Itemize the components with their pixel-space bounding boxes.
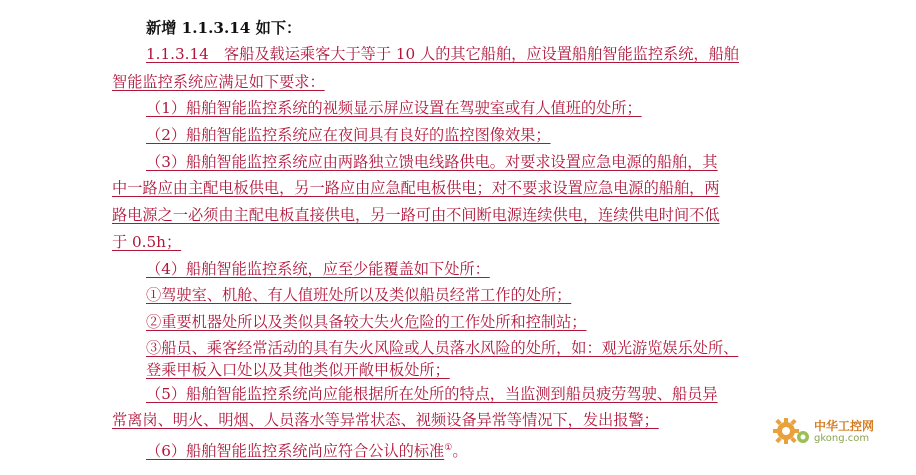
item-3-line-2: 中一路应由主配电板供电，另一路应由应急配电板供电；对不要求设置应急电源的船舶，两 [112,179,720,197]
subitem-3-line-1: ③船员、乘客经常活动的具有失火风险或人员落水风险的处所，如：观光游览娱乐处所、 [146,339,739,357]
item-3-line-3: 路电源之一必须由主配电板直接供电，另一路可由不间断电源连续供电，连续供电时间不低 [112,206,720,224]
subitem-1-line: ①驾驶室、机舱、有人值班处所以及类似船员经常工作的处所； [146,286,572,304]
watermark-name: 中华工控网 [814,419,875,433]
item-5-line-2: 常离岗、明火、明烟、人员落水等异常状态、视频设备异常等情况下，发出报警； [112,411,659,429]
item-3-line-4: 于 0.5h； [112,233,182,251]
clause-line-2: 智能监控系统应满足如下要求： [112,73,325,91]
section-heading [146,18,301,38]
clause-line-1: 1.1.3.14 客船及载运乘客大于等于 10 人的其它船舶，应设置船舶智能监控系统，船舶 [146,45,739,63]
site-watermark [772,411,874,453]
item-1-line: （1）船舶智能监控系统的视频显示屏应设置在驾驶室或有人值班的处所； [146,99,642,117]
subitem-3-line-2: 登乘甲板入口处以及其他类似开敞甲板处所； [146,361,450,379]
item-5-line-1: （5）船舶智能监控系统尚应能根据所在处所的特点，当监测到船员疲劳驾驶、船员异 [146,385,718,403]
item-4-line: （4）船舶智能监控系统，应至少能覆盖如下处所： [146,260,490,278]
subitem-2-line: ②重要机器处所以及类似具备较大失火危险的工作处所和控制站； [146,313,587,331]
item-6-line: （6）船舶智能监控系统尚应符合公认的标准①。 [146,442,468,461]
gear-icon [772,411,812,453]
item-3-line-1: （3）船舶智能监控系统应由两路独立馈电线路供电。对要求设置应急电源的船舶，其 [146,153,718,171]
line-end-punctuation: 。 [452,442,468,461]
item-2-line: （2）船舶智能监控系统应在夜间具有良好的监控图像效果； [146,126,551,144]
watermark-domain: gkong.com [814,433,870,444]
footnote-mark: ① [444,443,453,453]
heading-text: 新增 1.1.3.14 如下： [146,19,302,37]
